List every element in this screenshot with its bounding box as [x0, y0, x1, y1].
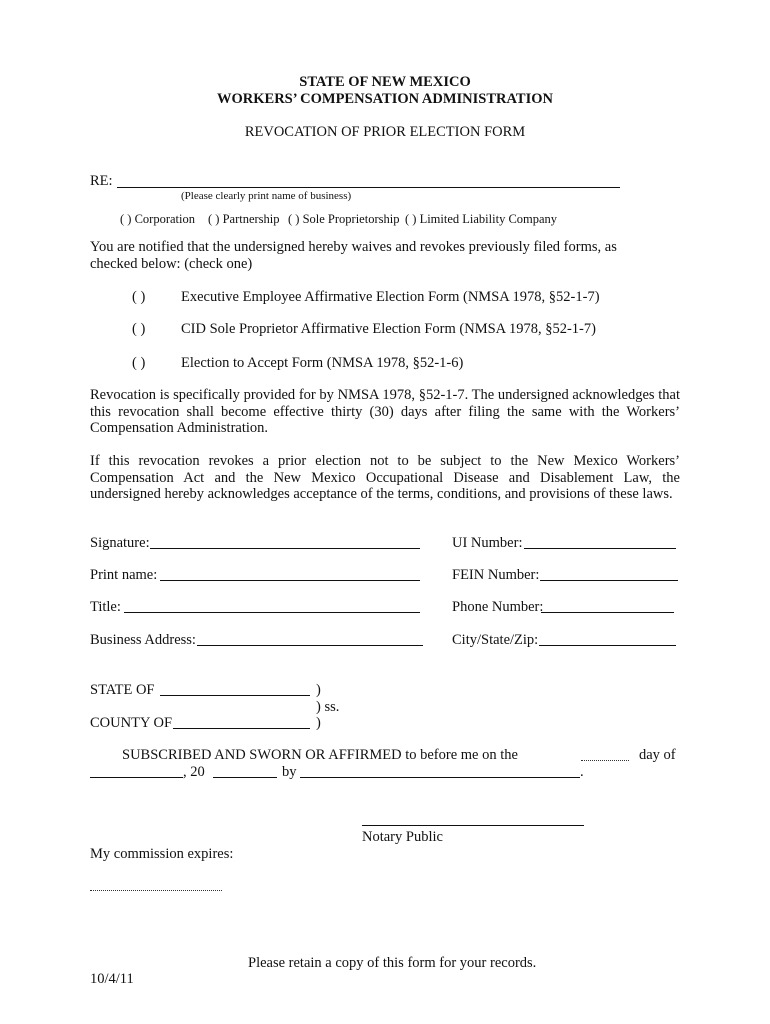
print-name-field[interactable] [160, 580, 420, 581]
header-agency: WORKERS’ COMPENSATION ADMINISTRATION [217, 91, 553, 107]
commission-expires-field[interactable] [90, 890, 222, 891]
business-name-note: (Please clearly print name of business) [181, 190, 352, 202]
fein-number-field[interactable] [540, 580, 678, 581]
county-of-label: COUNTY OF [90, 715, 173, 731]
bracket: ) [316, 682, 321, 698]
day-of-text: day of [639, 747, 676, 763]
option-label: Election to Accept Form (NMSA 1978, §52-1-6) [181, 355, 464, 371]
option-checkbox[interactable]: ( ) [132, 321, 146, 337]
revocation-paragraph: Revocation is specifically provided for by NMSA 1978, §52-1-7. The undersigned acknowledges that this revocation shall become effective thirty (30) days after filing the same with the Workers’ Compensation Administration. [90, 387, 680, 436]
city-state-zip-field[interactable] [539, 645, 676, 646]
option-label: CID Sole Proprietor Affirmative Election Form (NMSA 1978, §52-1-7) [181, 321, 596, 337]
fein-number-label: FEIN Number: [452, 567, 540, 583]
ui-number-field[interactable] [524, 548, 676, 549]
title-field[interactable] [124, 612, 420, 613]
entity-sole-proprietorship[interactable]: ( ) Sole Proprietorship [288, 212, 400, 226]
day-field[interactable] [581, 760, 629, 761]
by-text: by [282, 764, 297, 780]
period: . [580, 764, 584, 780]
entity-corporation[interactable]: ( ) Corporation [120, 212, 195, 226]
city-state-zip-label: City/State/Zip: [452, 632, 539, 648]
business-address-field[interactable] [197, 645, 423, 646]
year-prefix: , 20 [183, 764, 205, 780]
affiant-name-field[interactable] [300, 777, 580, 778]
print-name-label: Print name: [90, 567, 158, 583]
business-address-label: Business Address: [90, 632, 196, 648]
bracket: ) [316, 715, 321, 731]
phone-number-label: Phone Number: [452, 599, 544, 615]
phone-number-field[interactable] [541, 612, 674, 613]
county-of-field[interactable] [173, 728, 310, 729]
entity-llc[interactable]: ( ) Limited Liability Company [405, 212, 558, 226]
intro-text: You are notified that the undersigned hereby waives and revokes previously filed forms, as checked below: (check one) [90, 239, 617, 272]
state-of-field[interactable] [160, 695, 310, 696]
title-label: Title: [90, 599, 121, 615]
re-label: RE: [90, 173, 113, 189]
state-of-label: STATE OF [90, 682, 155, 698]
revision-date: 10/4/11 [90, 971, 134, 987]
notary-public-label: Notary Public [362, 829, 443, 845]
option-checkbox[interactable]: ( ) [132, 355, 146, 371]
form-title: REVOCATION OF PRIOR ELECTION FORM [244, 124, 526, 140]
signature-field[interactable] [150, 548, 420, 549]
ss-label: ) ss. [316, 699, 340, 715]
year-field[interactable] [213, 777, 277, 778]
option-checkbox[interactable]: ( ) [132, 289, 146, 305]
header-state: STATE OF NEW MEXICO [299, 74, 471, 90]
entity-partnership[interactable]: ( ) Partnership [208, 212, 280, 226]
month-field[interactable] [90, 777, 183, 778]
option-label: Executive Employee Affirmative Election Form (NMSA 1978, §52-1-7) [181, 289, 600, 305]
commission-expires-label: My commission expires: [90, 846, 234, 862]
signature-label: Signature: [90, 535, 150, 551]
acceptance-paragraph: If this revocation revokes a prior election not to be subject to the New Mexico Workers’ Compensation Act and the New Mexico Occupational Disease and Disablement Law, the undersigned hereby acknowledges acceptance of the terms, conditions, and provisions of these laws. [90, 453, 680, 502]
notary-signature-field[interactable] [362, 825, 584, 826]
sworn-text: SUBSCRIBED AND SWORN OR AFFIRMED to before me on the [122, 747, 518, 763]
ui-number-label: UI Number: [452, 535, 523, 551]
retain-note: Please retain a copy of this form for your records. [248, 955, 537, 971]
